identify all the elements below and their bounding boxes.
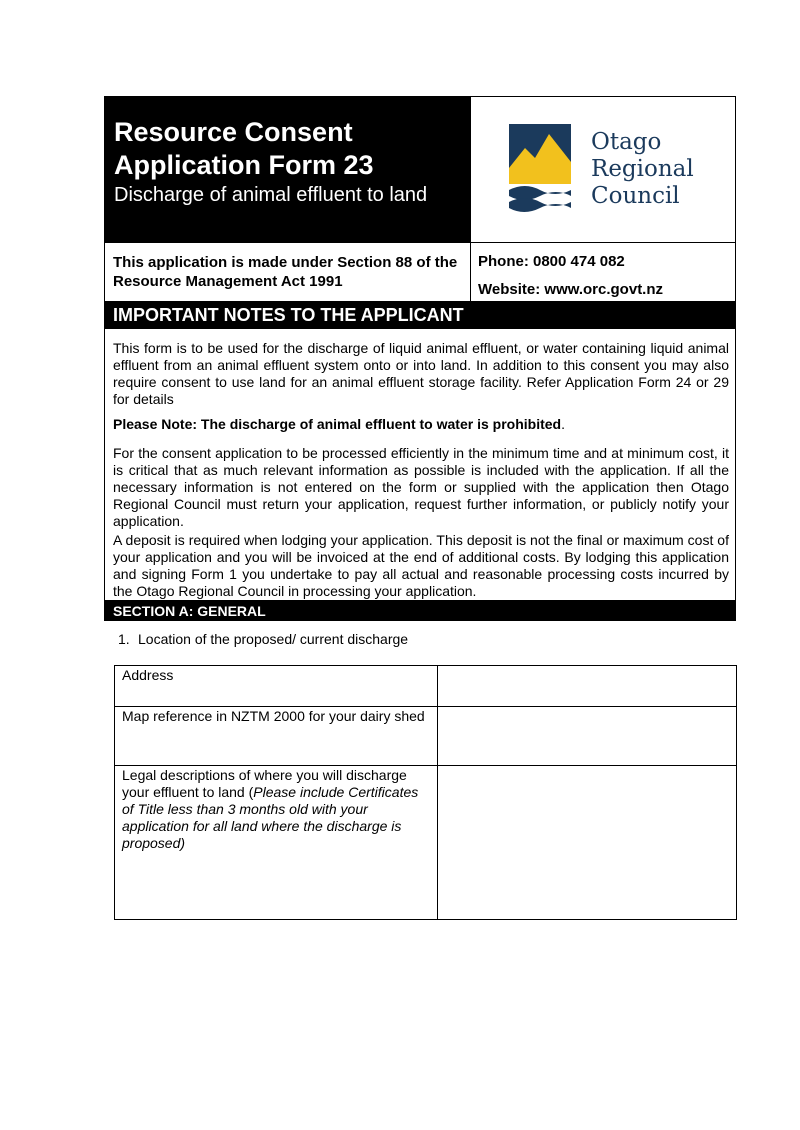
header-block	[104, 96, 736, 302]
prohibited-note: Please Note: The discharge of animal effluent to water is prohibited	[113, 416, 562, 432]
notes-box	[104, 329, 736, 600]
notes-heading-bar	[104, 302, 736, 329]
contact-cell	[470, 242, 736, 302]
website-text: Website: www.orc.govt.nz	[478, 281, 664, 298]
table-row	[115, 707, 737, 766]
notes-paragraph-3: For the consent application to be processed efficiently in the minimum time and at minimum cost, it is critical that as much relevant information as possible is included with the application. If all the necessary information is not entered on the form or supplied with the application then Otago Regional Council must return your application, request further information, or publicly notify your application.	[113, 445, 729, 529]
legal-description-note: Please include Certificates of Title less than 3 months old with your application for all land where the discharge is proposed)	[122, 784, 419, 851]
legal-description-label	[115, 766, 438, 920]
notes-paragraph-2	[113, 416, 729, 433]
section-a-heading-bar	[104, 600, 736, 621]
question-1	[118, 631, 408, 647]
logo-word-council: Council	[591, 183, 680, 209]
legal-description-field[interactable]	[438, 766, 737, 920]
prohibited-note-period: .	[561, 416, 565, 432]
form-subtitle: Discharge of animal effluent to land	[114, 184, 428, 206]
logo-word-regional: Regional	[591, 156, 694, 182]
form-title-line1: Resource Consent	[114, 117, 353, 147]
map-reference-label: Map reference in NZTM 2000 for your dairy shed	[115, 707, 438, 766]
map-reference-field[interactable]	[438, 707, 737, 766]
logo-cell	[470, 97, 736, 242]
legal-description-text: Legal descriptions of where you will discharge your effluent to land (	[122, 767, 407, 800]
notes-heading: IMPORTANT NOTES TO THE APPLICANT	[113, 305, 464, 325]
notes-paragraph-1: This form is to be used for the discharge of liquid animal effluent, or water containing liquid animal effluent from an animal effluent system onto or into land. In addition to this consent you may also require consent to use land for an animal effluent storage facility. Refer Application Form 24 or 29 for details	[113, 340, 729, 407]
section-a-heading: SECTION A: GENERAL	[113, 603, 266, 619]
table-row	[115, 666, 737, 707]
act-text: This application is made under Section 88 of the Resource Management Act 1991	[113, 254, 458, 290]
question-1-number: 1.	[118, 631, 130, 647]
question-1-text: Location of the proposed/ current discharge	[138, 631, 409, 647]
orc-logo-icon	[509, 124, 575, 216]
notes-paragraph-4: A deposit is required when lodging your application. This deposit is not the final or maximum cost of your application and you will be invoiced at the end of additional costs. By lodging this application and signing Form 1 you undertake to pay all actual and reasonable processing costs incurred by the Otago Regional Council in processing your application.	[113, 532, 729, 599]
location-table	[114, 665, 737, 920]
title-cell	[105, 97, 470, 242]
table-row	[115, 766, 737, 920]
phone-text: Phone: 0800 474 082	[478, 253, 625, 270]
address-field[interactable]	[438, 666, 737, 707]
act-cell	[105, 242, 470, 302]
form-title-line2: Application Form 23	[114, 150, 374, 180]
logo-word-otago: Otago	[591, 129, 662, 155]
address-label: Address	[115, 666, 438, 707]
